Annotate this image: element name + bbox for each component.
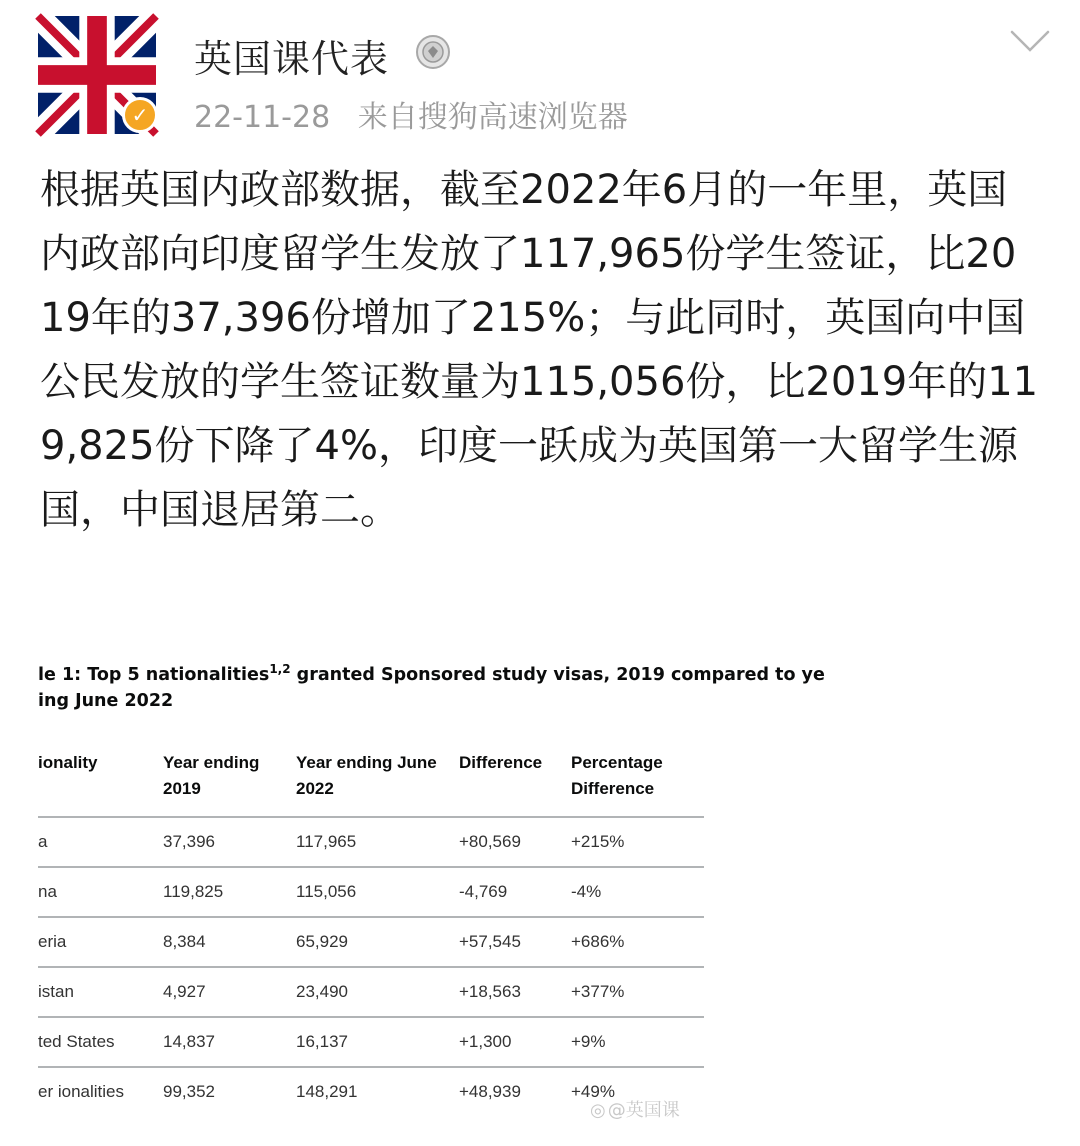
cell-percentage: +377%: [571, 967, 704, 1017]
cell-2022: 65,929: [296, 917, 459, 967]
cell-2022: 16,137: [296, 1017, 459, 1067]
chevron-down-icon[interactable]: [1008, 26, 1052, 56]
verified-badge-icon: ✓: [122, 97, 158, 133]
post-date: 22-11-28: [194, 100, 331, 135]
weibo-watermark: [590, 1096, 680, 1122]
table-title: [38, 656, 825, 714]
cell-percentage: -4%: [571, 867, 704, 917]
cell-nationality: ted States: [38, 1017, 163, 1067]
cell-2019: 119,825: [163, 867, 296, 917]
post-image[interactable]: [38, 646, 825, 1136]
cell-2022: 148,291: [296, 1082, 358, 1101]
post-body: 根据英国内政部数据，截至2022年6月的一年里，英国内政部向印度留学生发放了117,965份学生签证，比2019年的37,396份增加了215%；与此同时，英国向中国公民发放的学生签证数量为115,056份，比2019年的119,825份下降了4%，印度一跃成为英国第一大留学生源国，中国退居第二。: [40, 167, 1039, 533]
col-header-2019: Year ending 2019: [163, 744, 296, 817]
cell-2019: 8,384: [163, 917, 296, 967]
col-header-nationality: ionality: [38, 744, 163, 817]
medal-icon: [414, 33, 452, 71]
table-title-line1: le 1: Top 5 nationalities: [38, 664, 270, 685]
visa-table: [38, 744, 704, 1116]
cell-nationality: a: [38, 817, 163, 867]
post-source[interactable]: 来自搜狗高速浏览器: [357, 100, 628, 135]
watermark-text: @英国课: [607, 1100, 680, 1121]
post-header: [0, 0, 1080, 150]
cell-difference: +18,563: [459, 967, 571, 1017]
col-header-difference: Difference: [459, 744, 571, 817]
cell-nationality: eria: [38, 917, 163, 967]
weibo-logo-icon: ◎: [590, 1100, 606, 1121]
cell-2022: 117,965: [296, 817, 459, 867]
cell-difference: +80,569: [459, 817, 571, 867]
table-row: [38, 917, 704, 967]
table-title-superscript: 1,2: [269, 662, 291, 676]
table-row: [38, 967, 704, 1017]
cell-nationality: er ionalities: [38, 1082, 124, 1101]
cell-difference: +1,300: [459, 1017, 571, 1067]
post-meta: [194, 92, 628, 136]
table-row: [38, 867, 704, 917]
cell-2022: 115,056: [296, 867, 459, 917]
cell-nationality: na: [38, 867, 163, 917]
cell-percentage: +49%: [571, 1082, 615, 1101]
cell-difference: +57,545: [459, 917, 571, 967]
cell-2019: 37,396: [163, 817, 296, 867]
col-header-percentage: Percentage Difference: [571, 744, 704, 817]
table-title-line1-rest: granted Sponsored study visas, 2019 compared to ye: [290, 664, 825, 685]
cell-2019: 4,927: [163, 967, 296, 1017]
cell-percentage: +215%: [571, 817, 704, 867]
table-header-row: [38, 744, 704, 817]
cell-2019: 14,837: [163, 1017, 296, 1067]
cell-percentage: +9%: [571, 1017, 704, 1067]
table-row: [38, 817, 704, 867]
cell-2019: 99,352: [163, 1082, 215, 1101]
username[interactable]: 英国课代表: [194, 37, 390, 81]
cell-difference: +48,939: [459, 1082, 521, 1101]
col-header-2022: Year ending June 2022: [296, 744, 459, 817]
table-row: [38, 1017, 704, 1067]
table-title-line2: ing June 2022: [38, 690, 174, 711]
cell-difference: -4,769: [459, 867, 571, 917]
cell-2022: 23,490: [296, 967, 459, 1017]
cell-nationality: istan: [38, 967, 163, 1017]
cell-percentage: +686%: [571, 917, 704, 967]
